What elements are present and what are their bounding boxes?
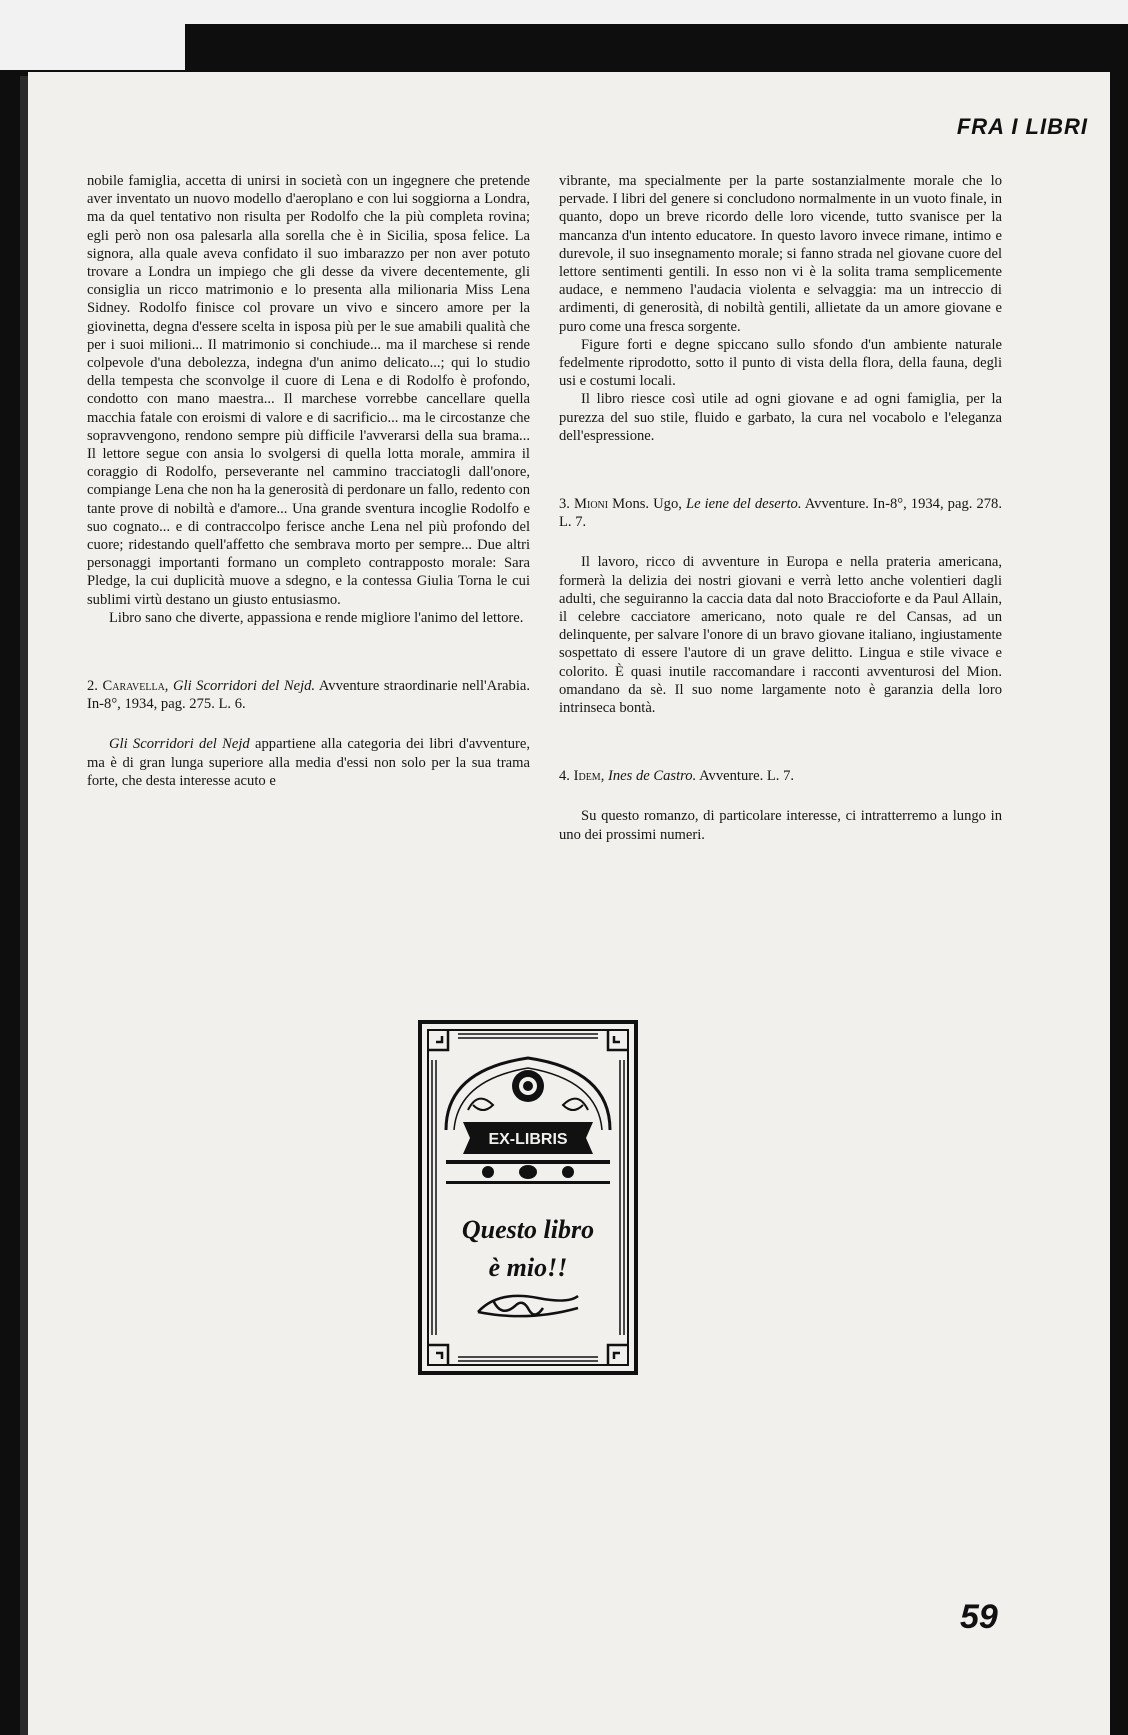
entry-3 [559, 495, 1002, 531]
entry-2-number: 2. [87, 678, 98, 695]
signature-flourish [478, 1296, 578, 1316]
review-1-text: nobile famiglia, accetta di unirsi in società con un ingegnere che pretende aver inventato un nuovo modello d'aeroplano e con lui soggiorna a Londra, ma da quel tentativo non risulta per Rodolfo che la più completa rovina; egli però non osa palesarla alla sorella che è in Sicilia, sposa felice. La signora, alla quale aveva confidato il suo imbarazzo per non aver potuto trovare a Londra un impiego che gli desse da vivere decentemente, gli consiglia un ricco matrimonio e lo presenta alla milionaria Miss Lena Sidney. Rodolfo finisce col provare un vivo e sincero amore per la giovinetta, degna d'essere scelta in isposa più per le sue amabili qualità che per i suoi milioni... Il matrimonio si conchiude... ma il marchese si rende colpevole d'una debolezza, indegna d'un animo delicato...; qui lo studio della tempesta che sconvolge il cuore di Lena e di Rodolfo è profondo, condotto con mano maestra... Il marchese vorrebbe cancellare quella macchia fatale con eroismi di valore e di sacrificio... ma le circostanze che sopravvengono, rendono sempre più difficile l'avverarsi della sua brama... Il lettore segue con ansia lo svolgersi di quella lotta morale, ammira il coraggio di Rodolfo, perseverante nel cammino tracciatogli dall'onore, compiange Lena che non ha la generosità di perdonare un fallo, redento con tante prove di nobiltà e d'amore... Una grande sventura incoglie Rodolfo e suo cognato... e di contraccolpo ferisce anche Lena nel più profondo del cuore; ridestando quell'affetto che sembrava morto per sempre... Due altri personaggi importanti formano un completo contrapposto morale: Sara Pledge, la cui duplicità muove a sdegno, e la contessa Giulia Torna le cui sublimi virtù destano un giusto entusiasmo. [87, 173, 530, 608]
handwritten-line-2: è mio!! [488, 1253, 568, 1282]
page-edge-shadow [20, 76, 28, 1735]
review-3-text: Il lavoro, ricco di avventure in Europa e nella prateria americana, formerà la delizia dei nostri giovani e verrà letto anche volentieri dagli adulti, che seguiranno la caccia data dal noto Braccioforte e da Paul Allain, il celebre cacciatore americano, noto quale re del Cansas, ad un delinquente, per salvare l'onore di un bravo giovane italiano, ingiustamente sospettato di essere l'autore di un grave delitto. Lingua e stile vivace e colorito. È quasi inutile raccomandare i racconti avventurosi del Mion. omandano da sè. Il suo nome largamente noto è garanzia della loro intrinseca bontà. [559, 554, 1002, 717]
book-page [28, 72, 1110, 1735]
entry-2-title: Gli Scorridori del Nejd. [173, 678, 316, 695]
review-2-body: appartiene alla categoria dei libri d'avventure, ma è di gran lunga superiore alla media d'essi non solo per la sua trama forte, che desta interesse acuto e [87, 736, 530, 789]
scan-margin-corner [0, 24, 185, 70]
entry-4-title: Ines de Castro. [608, 768, 697, 785]
ex-libris-bookplate [418, 1020, 638, 1375]
scan-margin-top [0, 0, 1128, 24]
ex-libris-banner: EX-LIBRIS [488, 1131, 568, 1148]
entry-4 [559, 767, 1002, 785]
page-number: 59 [960, 1598, 998, 1636]
entry-2-author: Caravella, [102, 678, 169, 695]
review-2-continued: vibrante, ma specialmente per la parte sostanzialmente morale che lo pervade. I libri del genere si concludono normalmente in un vuoto finale, in quanto, dopo un breve ricordo delle loro vicende, tutto svanisce per la mancanza d'un intento educatore. In questo lavoro invece rimane, intimo e durevole, il suo insegnamento morale; si fanno strada nel giovane cuore del lettore sentimenti gentili. In esso non vi è la solita trama semplicemente audace, e nemmeno l'audacia violenta e selvaggia: ma un intreccio di ardimenti, di generosità, di nobiltà gentili, allietate da un amore giovane e puro come una fresca sorgente. [559, 173, 1002, 335]
entry-2-details: Avventure straordinarie nell'Arabia. In-8°, 1934, pag. 275. L. 6. [87, 678, 531, 713]
left-column [87, 172, 530, 790]
review-2-continued-3: Il libro riesce così utile ad ogni giovane e ad ogni famiglia, per la purezza del suo stile, fluido e garbato, la cura nel vocabolo e l'eleganza dell'espressione. [559, 391, 1002, 444]
review-2-text [87, 735, 530, 790]
handwritten-line-1: Questo libro [461, 1215, 595, 1244]
entry-2 [87, 677, 530, 713]
entry-3-number: 3. [559, 496, 570, 513]
entry-3-author-rest: Mons. Ugo, [612, 496, 682, 513]
review-1-closing: Libro sano che diverte, appassiona e rende migliore l'animo del lettore. [109, 609, 524, 626]
running-head: FRA I LIBRI [956, 114, 1088, 139]
entry-3-author: Mioni [574, 496, 609, 513]
right-column [559, 172, 1002, 844]
review-2-title: Gli Scorridori del Nejd [109, 736, 250, 753]
entry-3-title: Le iene del deserto. [685, 496, 802, 513]
review-4-text: Su questo romanzo, di particolare interesse, ci intratterremo a lungo in uno dei prossimi numeri. [559, 808, 1002, 843]
review-2-continued-2: Figure forti e degne spiccano sullo sfondo d'un ambiente naturale fedelmente riprodotto, sotto il punto di vista della flora, della fauna, degli usi e costumi locali. [559, 336, 1002, 390]
entry-3-details: Avventure. In-8°, 1934, pag. 278. L. 7. [559, 496, 1002, 531]
entry-4-number: 4. [559, 768, 570, 785]
entry-4-author: Idem, [573, 768, 605, 785]
entry-4-details: Avventure. L. 7. [699, 768, 795, 785]
